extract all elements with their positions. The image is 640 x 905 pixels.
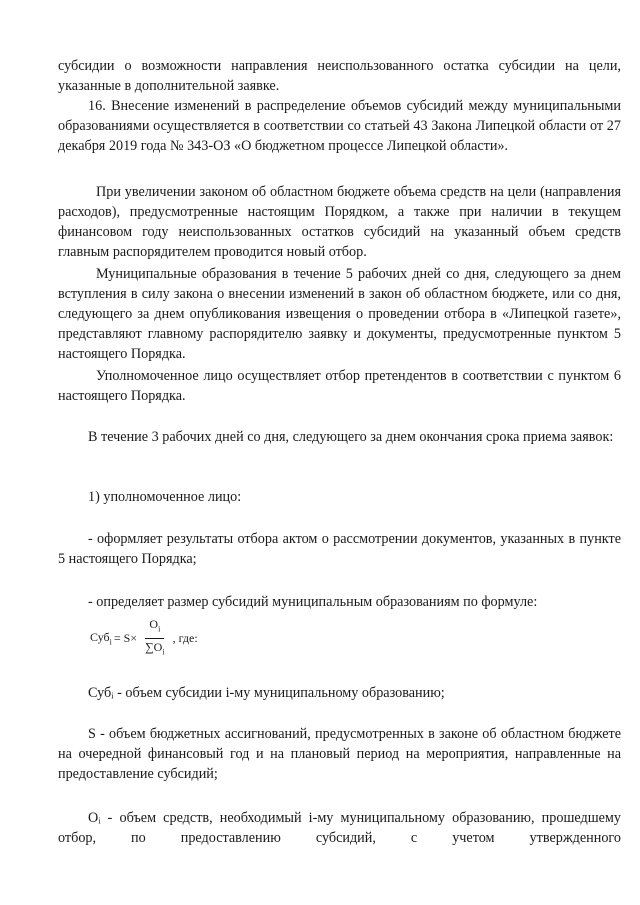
list-item-authorized-person: 1) уполномоченное лицо: [88,489,242,505]
formula-lhs: Суб$_i$ [90,629,112,647]
formula-denominator: $\sum O_i$ [145,639,165,656]
formula-equals: = S× [113,630,138,645]
list-item-results: - оформляет результаты отбора актом о рассмотрении документов, указанных в пункте 5 настоящего Порядка; [58,531,621,567]
paragraph-municipal-application: Муниципальные образования в течение 5 рабочих дней со дня, следующего за днем вступления в силу закона о внесении изменений в закон об областном бюджете, или со дня, следующего за днем опубликования извещения о проведении отбора в «Липецкой газете», представляют главному распорядителю заявку и документы, предусмотренные пунктом 5 настоящего Порядка. [58,266,621,362]
formula-numerator: $O_i$ [145,617,164,638]
definition-o-i: Oᵢ - объем средств, необходимый i-му муниципальному образованию, прошедшему отбор, по предоставлению субсидий, с учетом утвержденного [58,810,621,846]
paragraph-budget-increase: При увеличении законом об областном бюджете объема средств на цели (направления расходов), предусмотренные настоящим Порядком, а также при наличии в текущем финансовом году неиспользованных остатков субсидий на указанный объем средств главным распорядителем проводится новый отбор. [58,184,621,260]
definition-sub-i: Субᵢ - объем субсидии i-му муниципальному образованию; [88,685,445,701]
paragraph-item-16: 16. Внесение изменений в распределение объемов субсидий между муниципальными образованиями осуществляется в соответствии со статьей 43 Закона Липецкой области от 27 декабря 2019 года № 343-ОЗ «О бюджетном процессе Липецкой области». [58,98,621,154]
subsidy-formula [90,618,198,658]
paragraph-authorized-person: Уполномоченное лицо осуществляет отбор претендентов в соответствии с пунктом 6 настоящего Порядка. [58,368,621,404]
formula-tail: , где: [172,630,198,645]
paragraph-continuation: субсидии о возможности направления неиспользованного остатка субсидии на цели, указанные в дополнительной заявке. [58,58,621,94]
list-item-formula-intro: - определяет размер субсидий муниципальным образованиям по формуле: [88,594,538,610]
paragraph-three-days: В течение 3 рабочих дней со дня, следующего за днем окончания срока приема заявок: [88,429,614,445]
definition-s: S - объем бюджетных ассигнований, предусмотренных в законе об областном бюджете на очередной финансовый год и на плановый период на мероприятия, направленные на предоставление субсидий; [58,726,621,782]
formula-fraction [141,617,168,659]
